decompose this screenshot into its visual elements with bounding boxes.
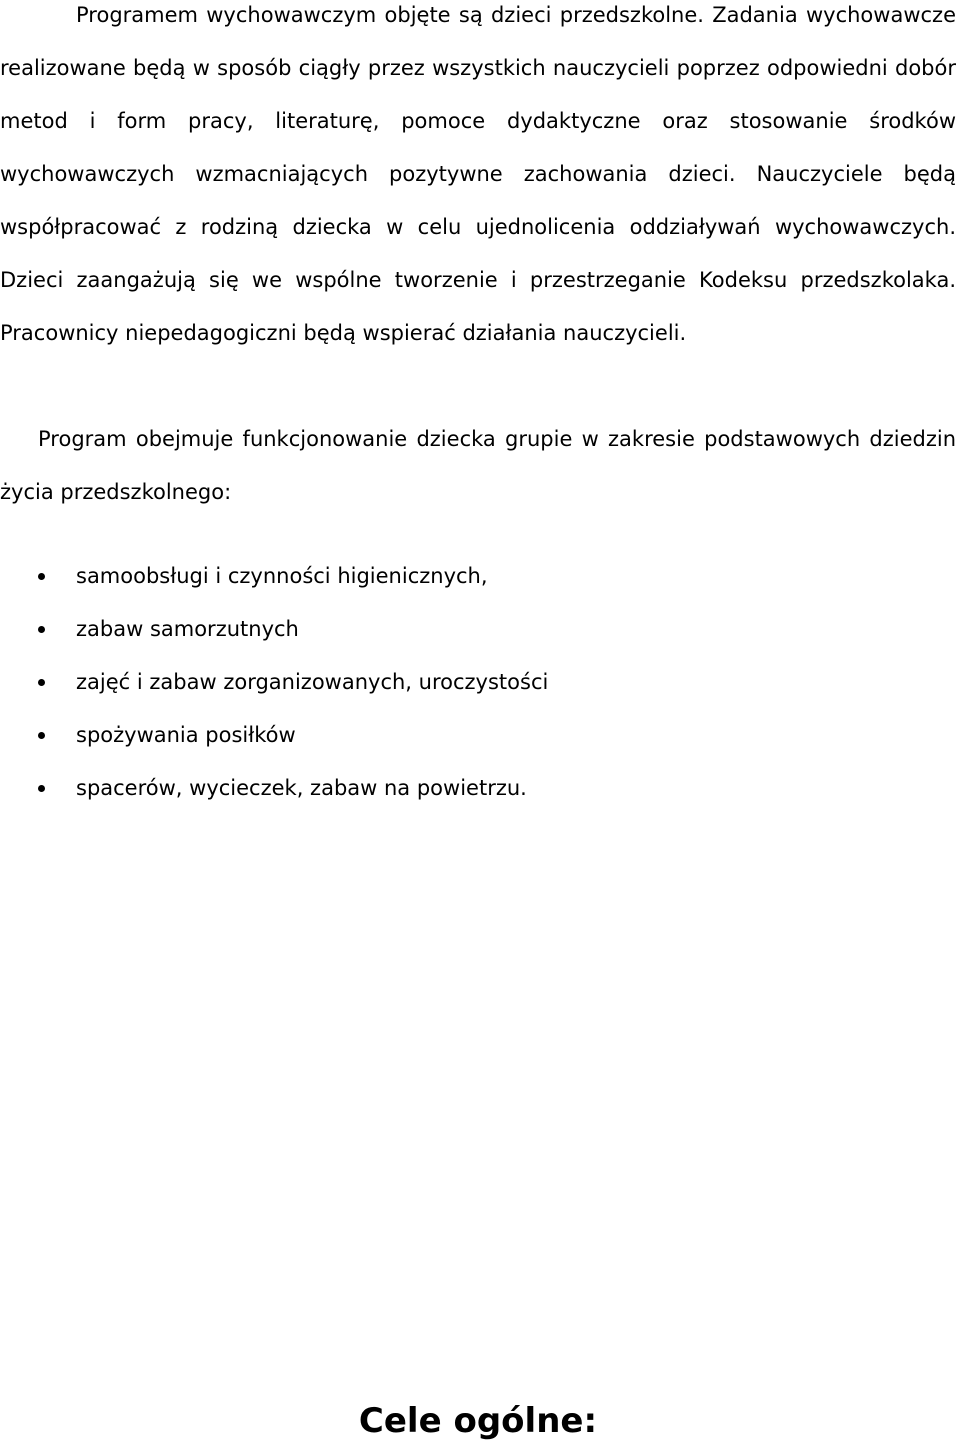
list-item bbox=[0, 603, 956, 656]
list-item bbox=[0, 762, 956, 815]
paragraph-text: Program obejmuje funkcjonowanie dziecka grupie w zakresie podstawowych dziedzin życia przedszkolnego: bbox=[0, 427, 956, 504]
bullet-icon bbox=[38, 626, 45, 633]
paragraph-educational-program bbox=[0, 0, 956, 360]
paragraph-text: Programem wychowawczym objęte są dzieci przedszkolne. Zadania wychowawcze realizowane będą w sposób ciągły przez wszystkich nauczycieli poprzez odpowiedni dobór metod i form pracy, literaturę, pomoce dydaktyczne oraz stosowanie środków wychowawczych wzmacniających pozytywne zachowania dzieci. Nauczyciele będą współpracować z rodziną dziecka w celu ujednolicenia oddziaływań wychowawczych. Dzieci zaangażują się we wspólne tworzenie i przestrzeganie Kodeksu przedszkolaka. Pracownicy niepedagogiczni będą wspierać działania nauczycieli. bbox=[0, 3, 956, 345]
paragraph-program-scope bbox=[0, 413, 956, 519]
list-item-text: zajęć i zabaw zorganizowanych, uroczystości bbox=[76, 670, 549, 694]
section-heading: Cele ogólne: bbox=[358, 1401, 598, 1441]
bullet-icon bbox=[38, 785, 45, 792]
list-item-text: spacerów, wycieczek, zabaw na powietrzu. bbox=[76, 776, 527, 800]
bullet-icon bbox=[38, 679, 45, 686]
list-item-text: samoobsługi i czynności higienicznych, bbox=[76, 564, 488, 588]
scope-list bbox=[0, 550, 956, 815]
list-item bbox=[0, 656, 956, 709]
bullet-icon bbox=[38, 573, 45, 580]
list-item bbox=[0, 550, 956, 603]
list-item-text: zabaw samorzutnych bbox=[76, 617, 299, 641]
bullet-icon bbox=[38, 732, 45, 739]
list-item-text: spożywania posiłków bbox=[76, 723, 296, 747]
list-item bbox=[0, 709, 956, 762]
